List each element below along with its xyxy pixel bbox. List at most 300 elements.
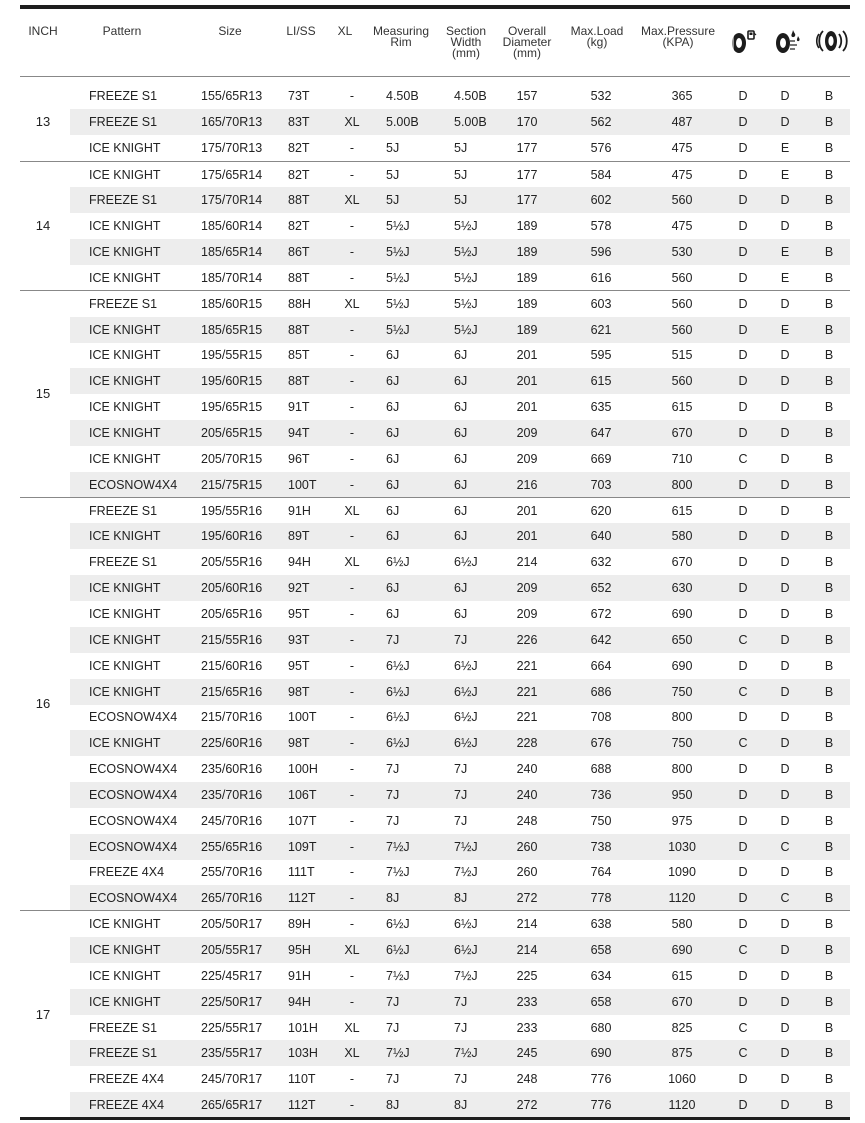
cell-wet-grip-grade: D	[780, 451, 790, 466]
cell-wet-grip-grade: D	[780, 943, 790, 958]
cell-max-pressure: 800	[671, 710, 693, 725]
cell-fuel-efficiency-grade: D	[738, 296, 748, 311]
table-row	[20, 1040, 850, 1066]
table-row	[20, 859, 850, 885]
cell-wet-grip-grade: D	[780, 994, 790, 1009]
cell-overall-diameter: 189	[516, 219, 538, 234]
cell-noise-grade: B	[824, 891, 834, 906]
cell-fuel-efficiency-grade: C	[738, 1020, 748, 1035]
cell-noise-grade: B	[824, 374, 834, 389]
cell-max-load: 635	[590, 400, 612, 415]
cell-measuring-rim: 7J	[386, 787, 400, 802]
cell-overall-diameter: 170	[516, 114, 538, 129]
cell-section-width: 7J	[454, 762, 468, 777]
cell-load-speed-index: 112T	[288, 891, 316, 906]
cell-xl: -	[349, 374, 355, 389]
cell-fuel-efficiency-grade: D	[738, 762, 748, 777]
cell-fuel-efficiency-grade: D	[738, 891, 748, 906]
cell-section-width: 5½J	[454, 270, 478, 285]
cell-fuel-efficiency-grade: D	[738, 787, 748, 802]
cell-overall-diameter: 201	[516, 348, 538, 363]
cell-size: 175/70R13	[201, 140, 263, 155]
cell-pattern: FREEZE 4X4	[89, 1098, 165, 1113]
rim-size-group	[20, 910, 850, 1118]
cell-measuring-rim: 6½J	[386, 555, 410, 570]
cell-xl: -	[349, 632, 355, 647]
cell-wet-grip-grade: D	[780, 736, 790, 751]
cell-noise-grade: B	[824, 736, 834, 751]
cell-pattern: FREEZE 4X4	[89, 865, 165, 880]
cell-max-load: 638	[590, 917, 612, 932]
cell-max-pressure: 487	[671, 114, 693, 129]
cell-section-width: 4.50B	[454, 89, 487, 103]
cell-load-speed-index: 96T	[288, 451, 310, 466]
cell-measuring-rim: 5J	[386, 140, 400, 155]
cell-pattern: ECOSNOW4X4	[89, 891, 178, 906]
cell-max-load: 664	[590, 658, 612, 673]
cell-max-pressure: 710	[671, 451, 693, 466]
cell-section-width: 6J	[454, 426, 468, 441]
cell-xl: XL	[344, 503, 360, 518]
cell-load-speed-index: 88T	[288, 322, 310, 337]
cell-size: 235/60R16	[201, 762, 263, 777]
cell-pattern: ICE KNIGHT	[89, 606, 161, 621]
table-row	[20, 394, 850, 420]
cell-load-speed-index: 101H	[288, 1020, 318, 1035]
cell-fuel-efficiency-grade: D	[738, 322, 748, 337]
cell-wet-grip-grade: D	[780, 762, 790, 777]
cell-noise-grade: B	[824, 529, 834, 544]
cell-section-width: 5½J	[454, 245, 478, 260]
cell-load-speed-index: 82T	[288, 140, 310, 155]
cell-overall-diameter: 189	[516, 296, 538, 311]
cell-size: 245/70R16	[201, 813, 263, 828]
cell-section-width: 6J	[454, 581, 468, 596]
cell-section-width: 7½J	[454, 865, 478, 880]
cell-fuel-efficiency-grade: C	[738, 1046, 748, 1061]
cell-overall-diameter: 245	[516, 1046, 538, 1061]
cell-xl: -	[349, 684, 355, 699]
cell-size: 215/70R16	[201, 710, 263, 725]
cell-overall-diameter: 201	[516, 503, 538, 518]
cell-overall-diameter: 214	[516, 917, 538, 932]
cell-pattern: ICE KNIGHT	[89, 348, 161, 363]
cell-section-width: 5½J	[454, 219, 478, 234]
cell-xl: -	[349, 89, 355, 103]
cell-max-pressure: 560	[671, 322, 693, 337]
cell-noise-grade: B	[824, 581, 834, 596]
cell-measuring-rim: 6½J	[386, 943, 410, 958]
cell-section-width: 6J	[454, 529, 468, 544]
cell-wet-grip-grade: D	[780, 684, 790, 699]
cell-load-speed-index: 91H	[288, 503, 311, 518]
cell-max-load: 578	[590, 219, 612, 234]
cell-load-speed-index: 88H	[288, 296, 311, 311]
cell-max-pressure: 475	[671, 219, 693, 234]
cell-xl: -	[349, 968, 355, 983]
cell-noise-grade: B	[824, 762, 834, 777]
cell-wet-grip-grade: D	[780, 917, 790, 932]
header-xl: XL	[337, 24, 353, 38]
cell-measuring-rim: 6J	[386, 581, 400, 596]
cell-size: 215/75R15	[201, 477, 263, 492]
cell-max-load: 596	[590, 245, 612, 260]
table-row	[20, 627, 850, 653]
cell-max-load: 736	[590, 787, 612, 802]
cell-fuel-efficiency-grade: D	[738, 658, 748, 673]
cell-size: 185/65R15	[201, 322, 263, 337]
cell-max-pressure: 1090	[668, 865, 696, 880]
cell-wet-grip-grade: D	[780, 296, 790, 311]
cell-section-width: 6J	[454, 374, 468, 389]
cell-load-speed-index: 88T	[288, 270, 310, 285]
cell-max-pressure: 690	[671, 606, 693, 621]
cell-load-speed-index: 85T	[288, 348, 310, 363]
cell-max-load: 690	[590, 1046, 612, 1061]
cell-pattern: ECOSNOW4X4	[89, 710, 178, 725]
cell-size: 235/55R17	[201, 1046, 263, 1061]
cell-size: 175/65R14	[201, 167, 263, 182]
cell-noise-grade: B	[824, 167, 834, 182]
cell-size: 205/50R17	[201, 917, 263, 932]
cell-xl: -	[349, 270, 355, 285]
cell-section-width: 8J	[454, 891, 468, 906]
cell-section-width: 7J	[454, 813, 468, 828]
table-row	[20, 885, 850, 911]
cell-section-width: 7½J	[454, 1046, 478, 1061]
rim-size-group	[20, 290, 850, 498]
cell-noise-grade: B	[824, 400, 834, 415]
cell-measuring-rim: 5J	[386, 167, 400, 182]
rim-size-group	[20, 161, 850, 291]
cell-fuel-efficiency-grade: D	[738, 400, 748, 415]
cell-max-load: 738	[590, 839, 612, 854]
cell-size: 195/65R15	[201, 400, 263, 415]
cell-pattern: ECOSNOW4X4	[89, 839, 178, 854]
cell-wet-grip-grade: D	[780, 787, 790, 802]
cell-pattern: FREEZE S1	[89, 1046, 158, 1061]
cell-wet-grip-grade: D	[780, 193, 790, 208]
cell-wet-grip-grade: D	[780, 581, 790, 596]
cell-fuel-efficiency-grade: D	[738, 270, 748, 285]
cell-fuel-efficiency-grade: D	[738, 374, 748, 389]
cell-size: 205/70R15	[201, 451, 263, 466]
cell-measuring-rim: 6J	[386, 606, 400, 621]
cell-noise-grade: B	[824, 813, 834, 828]
cell-overall-diameter: 209	[516, 606, 538, 621]
table-row	[20, 989, 850, 1015]
cell-measuring-rim: 6J	[386, 348, 400, 363]
cell-measuring-rim: 8J	[386, 1098, 400, 1113]
cell-max-load: 595	[590, 348, 612, 363]
cell-section-width: 7J	[454, 1072, 468, 1087]
cell-max-pressure: 365	[671, 89, 693, 103]
cell-max-load: 562	[590, 114, 612, 129]
cell-noise-grade: B	[824, 1020, 834, 1035]
cell-fuel-efficiency-grade: D	[738, 426, 748, 441]
cell-max-load: 652	[590, 581, 612, 596]
cell-fuel-efficiency-grade: D	[738, 839, 748, 854]
cell-noise-grade: B	[824, 245, 834, 260]
cell-xl: -	[349, 245, 355, 260]
cell-overall-diameter: 260	[516, 865, 538, 880]
cell-wet-grip-grade: D	[780, 400, 790, 415]
cell-max-pressure: 580	[671, 917, 693, 932]
cell-xl: -	[349, 839, 355, 854]
cell-size: 225/50R17	[201, 994, 263, 1009]
table-row	[20, 653, 850, 679]
cell-measuring-rim: 7J	[386, 1072, 400, 1087]
cell-max-load: 750	[590, 813, 612, 828]
cell-size: 265/70R16	[201, 891, 263, 906]
cell-fuel-efficiency-grade: D	[738, 348, 748, 363]
cell-max-pressure: 950	[671, 787, 693, 802]
cell-size: 215/55R16	[201, 632, 263, 647]
cell-noise-grade: B	[824, 219, 834, 234]
cell-section-width: 5½J	[454, 296, 478, 311]
cell-xl: -	[349, 581, 355, 596]
cell-max-load: 669	[590, 451, 612, 466]
cell-section-width: 5J	[454, 193, 468, 208]
cell-max-pressure: 670	[671, 994, 693, 1009]
table-row	[20, 704, 850, 730]
cell-xl: XL	[344, 114, 360, 129]
cell-pattern: ICE KNIGHT	[89, 245, 161, 260]
cell-load-speed-index: 83T	[288, 114, 310, 129]
cell-xl: -	[349, 1072, 355, 1087]
cell-measuring-rim: 6J	[386, 529, 400, 544]
cell-xl: -	[349, 167, 355, 182]
cell-size: 225/60R16	[201, 736, 263, 751]
cell-overall-diameter: 240	[516, 762, 538, 777]
cell-max-load: 647	[590, 426, 612, 441]
header-overall-diameter: Overall Diameter (mm)	[502, 24, 552, 60]
cell-max-pressure: 670	[671, 555, 693, 570]
cell-overall-diameter: 177	[516, 140, 538, 155]
table-row	[20, 109, 850, 135]
cell-size: 175/70R14	[201, 193, 263, 208]
table-row	[20, 1092, 850, 1118]
cell-wet-grip-grade: D	[780, 426, 790, 441]
cell-fuel-efficiency-grade: D	[738, 193, 748, 208]
cell-fuel-efficiency-grade: D	[738, 140, 748, 155]
table-row	[20, 523, 850, 549]
cell-load-speed-index: 95H	[288, 943, 311, 958]
table-row	[20, 187, 850, 213]
cell-pattern: ICE KNIGHT	[89, 581, 161, 596]
cell-size: 255/70R16	[201, 865, 263, 880]
cell-noise-grade: B	[824, 865, 834, 880]
cell-pattern: ICE KNIGHT	[89, 736, 161, 751]
cell-xl: -	[349, 606, 355, 621]
cell-max-load: 532	[590, 89, 612, 103]
cell-pattern: ECOSNOW4X4	[89, 787, 178, 802]
cell-section-width: 7J	[454, 632, 468, 647]
cell-measuring-rim: 7½J	[386, 1046, 410, 1061]
cell-noise-grade: B	[824, 632, 834, 647]
cell-max-pressure: 1120	[668, 1098, 696, 1113]
cell-fuel-efficiency-grade: C	[738, 943, 748, 958]
cell-load-speed-index: 89T	[288, 529, 310, 544]
cell-load-speed-index: 98T	[288, 736, 310, 751]
cell-noise-grade: B	[824, 943, 834, 958]
cell-noise-grade: B	[824, 787, 834, 802]
cell-xl: -	[349, 219, 355, 234]
cell-max-pressure: 690	[671, 943, 693, 958]
cell-section-width: 5J	[454, 140, 468, 155]
cell-noise-grade: B	[824, 917, 834, 932]
cell-fuel-efficiency-grade: D	[738, 1072, 748, 1087]
cell-fuel-efficiency-grade: D	[738, 813, 748, 828]
cell-xl: -	[349, 736, 355, 751]
cell-overall-diameter: 201	[516, 400, 538, 415]
cell-max-pressure: 1120	[668, 891, 696, 906]
cell-pattern: FREEZE S1	[89, 555, 158, 570]
cell-noise-grade: B	[824, 1072, 834, 1087]
inch-label: 14	[35, 218, 51, 234]
cell-load-speed-index: 82T	[288, 167, 310, 182]
cell-measuring-rim: 7½J	[386, 865, 410, 880]
cell-pattern: FREEZE S1	[89, 296, 158, 311]
cell-wet-grip-grade: C	[780, 839, 790, 854]
cell-max-pressure: 475	[671, 140, 693, 155]
cell-overall-diameter: 248	[516, 813, 538, 828]
table-row	[20, 1015, 850, 1041]
cell-max-load: 703	[590, 477, 612, 492]
table-row	[20, 756, 850, 782]
cell-overall-diameter: 209	[516, 581, 538, 596]
cell-overall-diameter: 209	[516, 426, 538, 441]
table-row	[20, 575, 850, 601]
rim-size-group	[20, 497, 850, 912]
cell-size: 205/60R16	[201, 581, 263, 596]
cell-noise-grade: B	[824, 1098, 834, 1113]
cell-wet-grip-grade: D	[780, 1046, 790, 1061]
cell-noise-grade: B	[824, 684, 834, 699]
cell-max-pressure: 650	[671, 632, 693, 647]
cell-pattern: ICE KNIGHT	[89, 994, 161, 1009]
cell-noise-grade: B	[824, 451, 834, 466]
table-row	[20, 601, 850, 627]
cell-max-pressure: 515	[671, 348, 693, 363]
cell-pattern: ICE KNIGHT	[89, 529, 161, 544]
cell-xl: -	[349, 658, 355, 673]
cell-pattern: ECOSNOW4X4	[89, 762, 178, 777]
cell-size: 225/45R17	[201, 968, 263, 983]
cell-pattern: ICE KNIGHT	[89, 374, 161, 389]
cell-size: 255/65R16	[201, 839, 263, 854]
cell-max-pressure: 750	[671, 684, 693, 699]
cell-load-speed-index: 95T	[288, 606, 310, 621]
cell-xl: -	[349, 762, 355, 777]
cell-size: 155/65R13	[201, 89, 263, 103]
cell-max-pressure: 1030	[668, 839, 696, 854]
cell-wet-grip-grade: D	[780, 348, 790, 363]
cell-max-load: 676	[590, 736, 612, 751]
cell-fuel-efficiency-grade: D	[738, 994, 748, 1009]
cell-wet-grip-grade: D	[780, 1072, 790, 1087]
cell-pattern: ICE KNIGHT	[89, 140, 161, 155]
cell-max-load: 642	[590, 632, 612, 647]
cell-measuring-rim: 5½J	[386, 296, 410, 311]
cell-fuel-efficiency-grade: C	[738, 451, 748, 466]
cell-measuring-rim: 6½J	[386, 684, 410, 699]
cell-measuring-rim: 7½J	[386, 839, 410, 854]
cell-max-pressure: 475	[671, 167, 693, 182]
table-row	[20, 135, 850, 161]
cell-max-load: 615	[590, 374, 612, 389]
cell-noise-grade: B	[824, 270, 834, 285]
cell-pattern: ICE KNIGHT	[89, 451, 161, 466]
cell-overall-diameter: 225	[516, 968, 538, 983]
cell-size: 185/70R14	[201, 270, 263, 285]
cell-measuring-rim: 7J	[386, 813, 400, 828]
cell-fuel-efficiency-grade: D	[738, 581, 748, 596]
cell-load-speed-index: 100T	[288, 477, 317, 492]
cell-section-width: 7½J	[454, 839, 478, 854]
cell-xl: -	[349, 917, 355, 932]
cell-wet-grip-grade: C	[780, 891, 790, 906]
fuel-efficiency-icon	[728, 28, 758, 54]
cell-fuel-efficiency-grade: D	[738, 219, 748, 234]
cell-size: 205/65R16	[201, 606, 263, 621]
cell-pattern: FREEZE S1	[89, 89, 158, 103]
cell-noise-grade: B	[824, 296, 834, 311]
table-row	[20, 446, 850, 472]
cell-noise-grade: B	[824, 322, 834, 337]
cell-size: 205/65R15	[201, 426, 263, 441]
cell-pattern: ICE KNIGHT	[89, 658, 161, 673]
cell-wet-grip-grade: D	[780, 606, 790, 621]
cell-load-speed-index: 109T	[288, 839, 317, 854]
cell-max-pressure: 800	[671, 762, 693, 777]
cell-load-speed-index: 100H	[288, 762, 318, 777]
cell-max-pressure: 560	[671, 270, 693, 285]
cell-measuring-rim: 7½J	[386, 968, 410, 983]
cell-overall-diameter: 221	[516, 658, 538, 673]
cell-xl: -	[349, 994, 355, 1009]
cell-load-speed-index: 95T	[288, 658, 310, 673]
cell-section-width: 6J	[454, 451, 468, 466]
cell-overall-diameter: 228	[516, 736, 538, 751]
cell-section-width: 5½J	[454, 322, 478, 337]
cell-measuring-rim: 7J	[386, 762, 400, 777]
cell-max-load: 708	[590, 710, 612, 725]
cell-size: 235/70R16	[201, 787, 263, 802]
cell-section-width: 6½J	[454, 658, 478, 673]
cell-pattern: ICE KNIGHT	[89, 917, 161, 932]
cell-max-pressure: 615	[671, 968, 693, 983]
header-measuring-rim: Measuring Rim	[372, 24, 430, 49]
cell-measuring-rim: 5J	[386, 193, 400, 208]
cell-noise-grade: B	[824, 193, 834, 208]
cell-pattern: ICE KNIGHT	[89, 943, 161, 958]
table-row	[20, 317, 850, 343]
cell-load-speed-index: 73T	[288, 89, 310, 103]
cell-noise-grade: B	[824, 606, 834, 621]
table-row	[20, 911, 850, 937]
cell-load-speed-index: 103H	[288, 1046, 318, 1061]
table-row	[20, 937, 850, 963]
cell-overall-diameter: 226	[516, 632, 538, 647]
cell-section-width: 7J	[454, 994, 468, 1009]
cell-max-load: 764	[590, 865, 612, 880]
cell-fuel-efficiency-grade: D	[738, 167, 748, 182]
cell-size: 195/60R16	[201, 529, 263, 544]
header-size: Size	[218, 24, 242, 38]
cell-section-width: 6J	[454, 606, 468, 621]
cell-max-load: 634	[590, 968, 612, 983]
